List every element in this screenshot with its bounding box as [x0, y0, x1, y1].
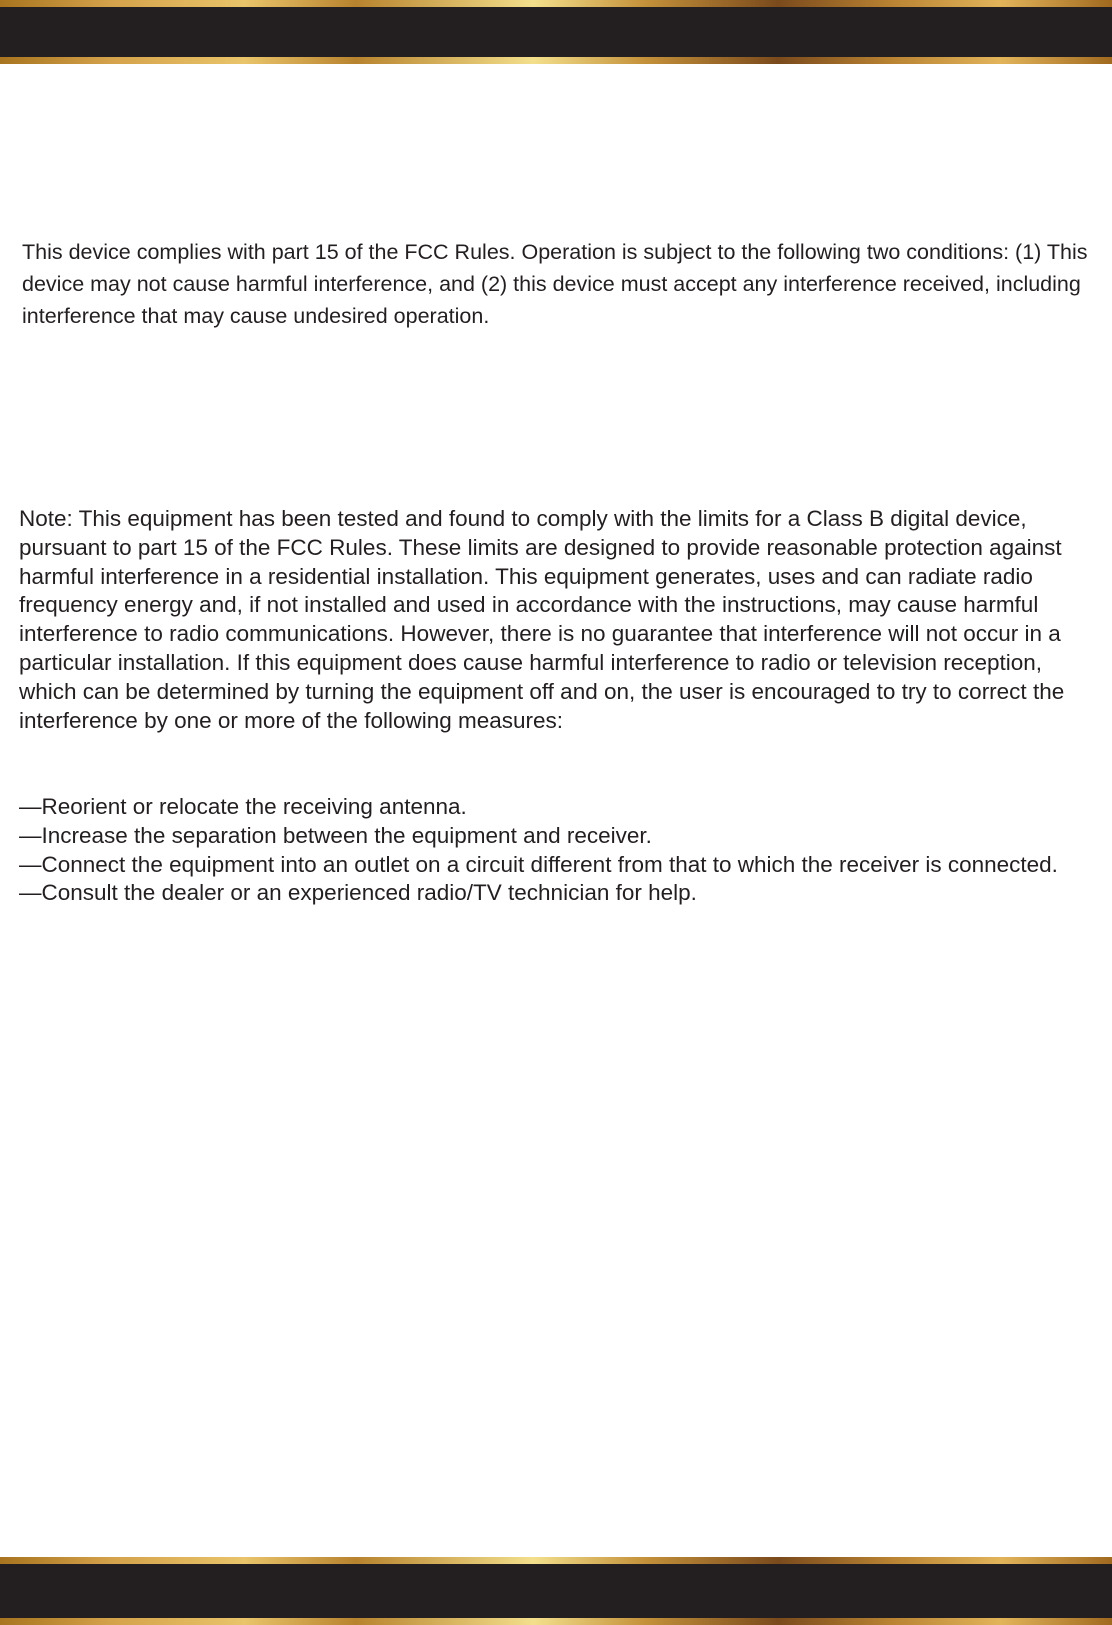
- header-band: [0, 0, 1112, 64]
- list-item: —Reorient or relocate the receiving antenna.: [19, 794, 467, 819]
- fcc-compliance-statement: This device complies with part 15 of the FCC Rules. Operation is subject to the following two conditions: (1) This device may not cause harmful interference, and (2) this device must accept any interference received, including interference that may cause undesired operation.: [22, 240, 1088, 328]
- header-gold-stripe-bottom: [0, 57, 1112, 64]
- interference-measures-list: [19, 793, 1105, 908]
- list-item: —Consult the dealer or an experienced radio/TV technician for help.: [19, 880, 697, 906]
- footer-gold-stripe-top: [0, 1557, 1112, 1564]
- list-item: —Connect the equipment into an outlet on a circuit different from that to which the receiver is connected.: [19, 851, 1058, 877]
- footer-gold-stripe-bottom: [0, 1618, 1112, 1625]
- list-item: —Increase the separation between the equipment and receiver.: [19, 822, 652, 848]
- header-gold-stripe-top: [0, 0, 1112, 7]
- footer-band: [0, 1557, 1112, 1625]
- fcc-class-b-note: Note: This equipment has been tested and found to comply with the limits for a Class B digital device, pursuant to part 15 of the FCC Rules. These limits are designed to provide reasonable protection against harmful interference in a residential installation. This equipment generates, uses and can radiate radio frequency energy and, if not installed and used in accordance with the instructions, may cause harmful interference to radio communications. However, there is no guarantee that interference will not occur in a particular installation. If this equipment does cause harmful interference to radio or television reception, which can be determined by turning the equipment off and on, the user is encouraged to try to correct the interference by one or more of the following measures:: [19, 506, 1065, 733]
